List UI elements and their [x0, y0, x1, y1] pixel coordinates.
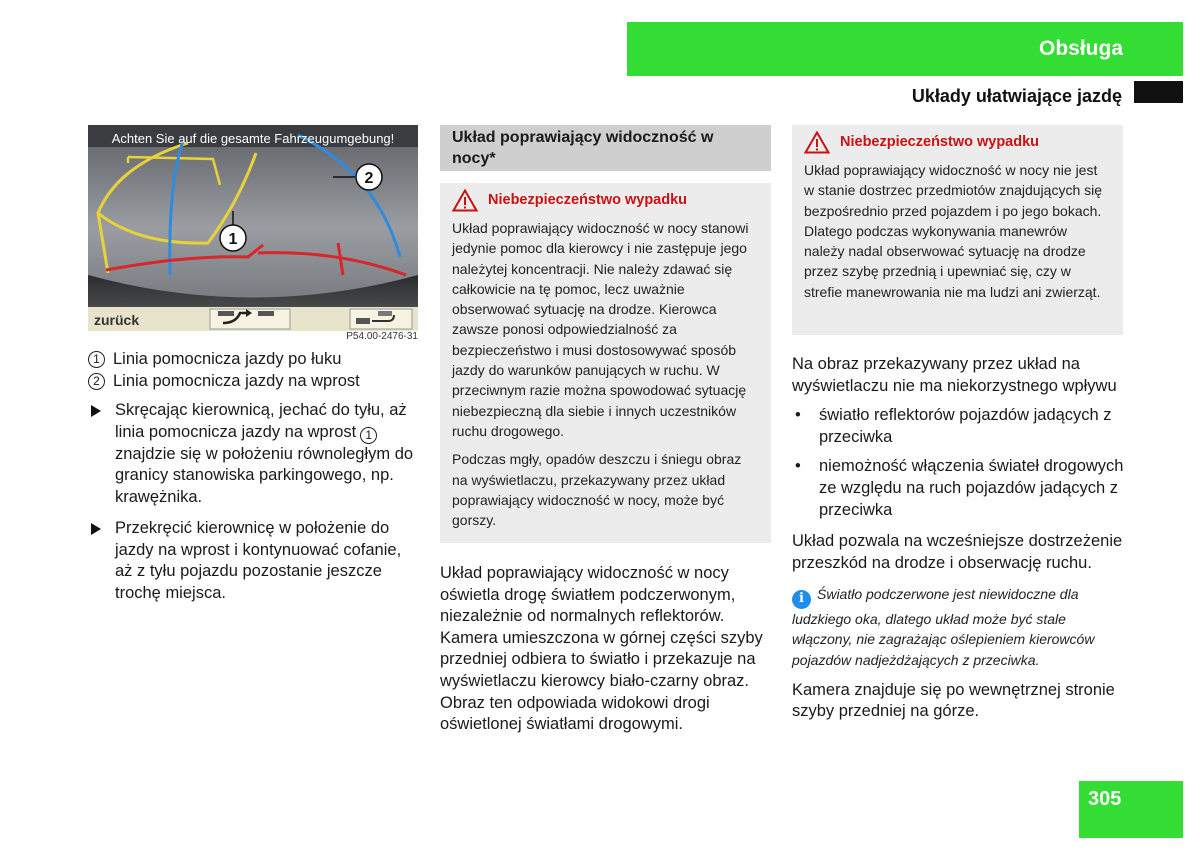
info-note: i Światło podczerwone jest niewidoczne dla ludzkiego oka, dlatego układ może być stale włączony, nie zagrażając oślepieniem kierowców pojazdów nadjeżdżających z przeciwka.: [792, 586, 1095, 668]
warning-text: Podczas mgły, opadów deszczu i śniegu obraz na wyświetlaczu, przekazywany przez układ poprawiający widoczność w nocy, może być gorszy.: [452, 451, 742, 529]
warning-header: [452, 189, 759, 212]
callout-text: Linia pomocnicza jazdy po łuku: [113, 350, 342, 368]
warning-text: Układ poprawiający widoczność w nocy stanowi jedynie pomoc dla kierowcy i nie zastępuje jego należytej koncentracji. Nie należy zdawać się całkowicie na tę pomoc, lecz uważnie obserwować sytuację na drodze. Kierowca zawsze ponosi odpowiedzialność za bezpieczeństwo i musi dostosowywać sposób jazdy do warunków panujących w ruchu. W przeciwnym razie można spowodować sytuację niebezpieczną dla siebie i innych uczestników ruchu drogowego.: [452, 220, 749, 439]
info-icon: i: [792, 590, 811, 609]
step-arrow-icon: [91, 523, 101, 535]
section-tab-marker: [1134, 81, 1183, 103]
bullet-item: • światło reflektorów pojazdów jadących z przeciwka: [795, 406, 1112, 446]
warning-box: [792, 125, 1123, 335]
body-paragraph: Układ poprawiający widoczność w nocy oświetla drogę światłem podczerwonym, niezależnie od normalnych reflektorów. Kamera umieszczona w górnej części szyby przedniej odbiera to światło i przekazuje na wyświetlaczu kierowcy biało-czarny obraz. Obraz ten odpowiada widokowi drogi oświetlonej światłami drogowymi.: [440, 564, 763, 734]
callout-number: 1: [360, 427, 377, 444]
callout-legend-item: [88, 348, 428, 370]
callout-legend-item: [88, 370, 428, 392]
section-header-bar: [627, 22, 1183, 76]
warning-triangle-icon: [452, 189, 478, 212]
section-heading: Układ poprawiający widoczność w nocy*: [440, 125, 771, 171]
bullet-item: • niemożność włączenia świateł drogowych ze względu na ruch pojazdów jadących z przeciwka: [795, 457, 1124, 519]
page-number: 305: [1079, 781, 1183, 838]
callout-number: 2: [88, 373, 105, 390]
instruction-steps: [88, 400, 418, 614]
warning-box: [440, 183, 771, 543]
right-column-body: [792, 354, 1127, 723]
callout-text: Linia pomocnicza jazdy na wprost: [113, 372, 360, 390]
callout-2-label: 2: [364, 170, 374, 187]
step-arrow-icon: [91, 405, 101, 417]
body-paragraph: Układ pozwala na wcześniejsze dostrzeżenie przeszkód na drodze i obserwację ruchu.: [792, 532, 1123, 572]
instruction-step: Przekręcić kierownicę w położenie do jazdy na wprost i kontynuować cofanie, aż z tyłu pojazdu pozostanie jeszcze trochę miejsca.: [88, 518, 418, 604]
callout-1-label: 1: [228, 231, 238, 248]
warning-text: Układ poprawiający widoczność w nocy nie jest w stanie dostrzec przedmiotów znajdujących się bezpośrednio przed pojazdem i po jego bokach. Dlatego podczas wykonywania manewrów należy nadal obserwować sytuację na drodze przez szybę przednią i upewniać się, czy w strefie manewrowania nie ma ludzi ani zwierząt.: [804, 162, 1103, 300]
warning-triangle-icon: [804, 131, 830, 154]
body-paragraph: Kamera znajduje się po wewnętrznej stronie szyby przedniej na górze.: [792, 680, 1115, 721]
callout-number: 1: [88, 351, 105, 368]
car-icon: [356, 318, 370, 324]
section-title: Obsługa: [1038, 37, 1123, 60]
instruction-step: Skręcając kierownicą, jechać do tyłu, aż linia pomocnicza jazdy na wprost 1 znajdzie się w położeniu równoległym do granicy stanowiska parkingowego, np. krawężnika.: [88, 400, 418, 508]
image-caption: P54.00-2476-31: [346, 331, 418, 342]
warning-title: Niebezpieczeństwo wypadku: [840, 134, 1040, 151]
callout-legend: [88, 348, 428, 392]
warning-title: Niebezpieczeństwo wypadku: [488, 192, 688, 209]
warning-header: [804, 131, 1111, 154]
subsection-title: Układy ułatwiające jazdę: [911, 86, 1122, 106]
zuruck-label: zurück: [94, 312, 140, 328]
body-paragraph: Na obraz przekazywany przez układ na wyświetlaczu nie ma niekorzystnego wpływu: [792, 355, 1117, 395]
bullet-dot-icon: •: [795, 457, 801, 476]
rear-camera-image: [88, 125, 418, 331]
camera-overlay-text: Achten Sie auf die gesamte Fahrzeugumgebung!: [111, 131, 395, 146]
bullet-dot-icon: •: [795, 406, 801, 425]
